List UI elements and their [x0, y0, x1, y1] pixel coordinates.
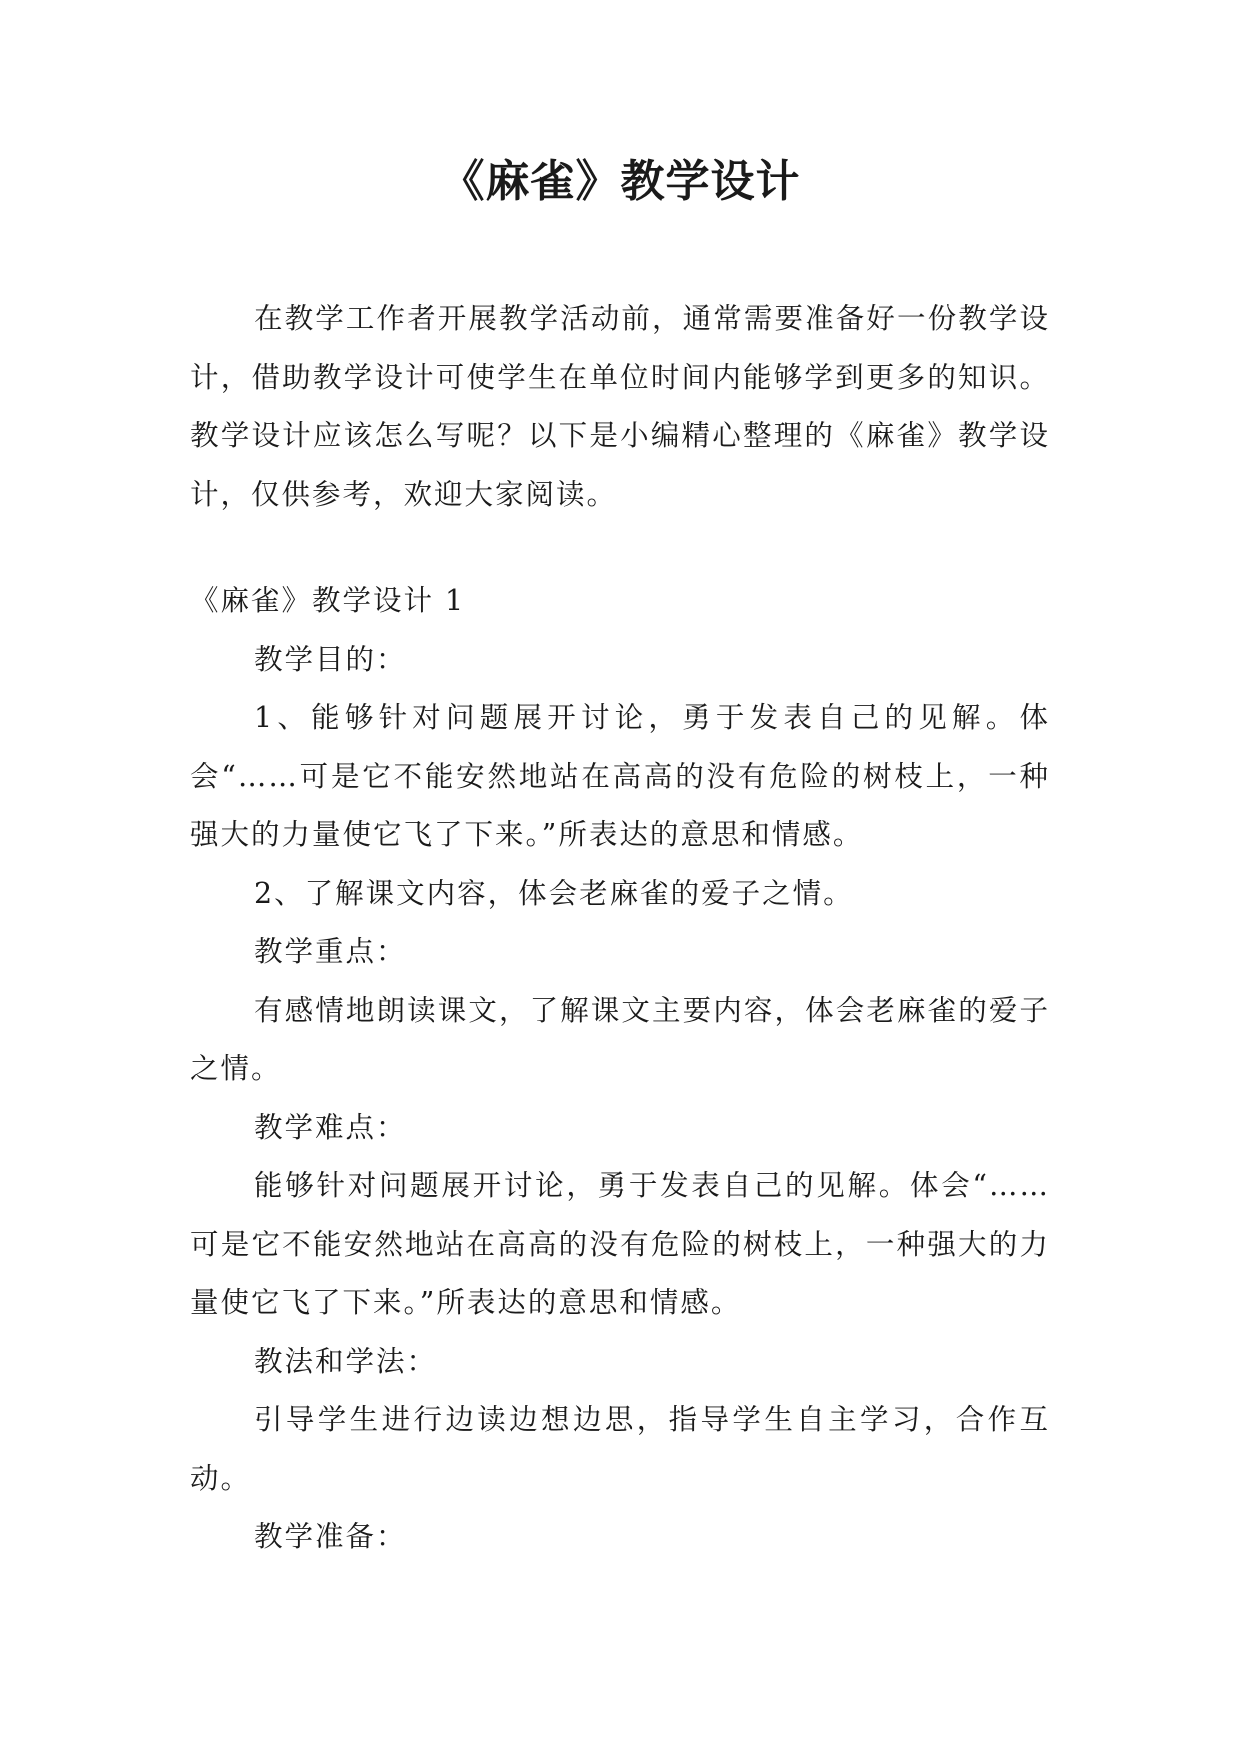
- goals-label: 教学目的：: [254, 642, 407, 676]
- goal-item-2: 2、了解课文内容，体会老麻雀的爱子之情。: [254, 876, 854, 910]
- focus-text: 有感情地朗读课文，了解课文主要内容，体会老麻雀的爱子之情。: [190, 993, 1050, 1085]
- difficulty-label: 教学难点：: [254, 1110, 407, 1144]
- goal-item-1: 1、能够针对问题展开讨论，勇于发表自己的见解。体会“……可是它不能安然地站在高高的没有危险的树枝上，一种强大的力量使它飞了下来。”所表达的意思和情感。: [190, 701, 1050, 851]
- intro-block: [190, 290, 1050, 524]
- focus-label: 教学重点：: [254, 935, 407, 968]
- prep-label: 教学准备：: [254, 1520, 407, 1553]
- document-title: 《麻雀》教学设计: [440, 156, 801, 207]
- intro-paragraph: 在教学工作者开展教学活动前，通常需要准备好一份教学设计，借助教学设计可使学生在单位时间内能够学到更多的知识。教学设计应该怎么写呢？以下是小编精心整理的《麻雀》教学设计，仅供参考，欢迎大家阅读。: [190, 302, 1050, 511]
- methods-text: 引导学生进行边读边想边思，指导学生自主学习，合作互动。: [190, 1403, 1050, 1495]
- methods-label: 教法和学法：: [254, 1344, 438, 1378]
- lesson-plan-content: [190, 572, 1050, 1567]
- difficulty-text: 能够针对问题展开讨论，勇于发表自己的见解。体会“……可是它不能安然地站在高高的没有危险的树枝上，一种强大的力量使它飞了下来。”所表达的意思和情感。: [190, 1169, 1050, 1319]
- section-heading: 《麻雀》教学设计 1: [190, 584, 466, 617]
